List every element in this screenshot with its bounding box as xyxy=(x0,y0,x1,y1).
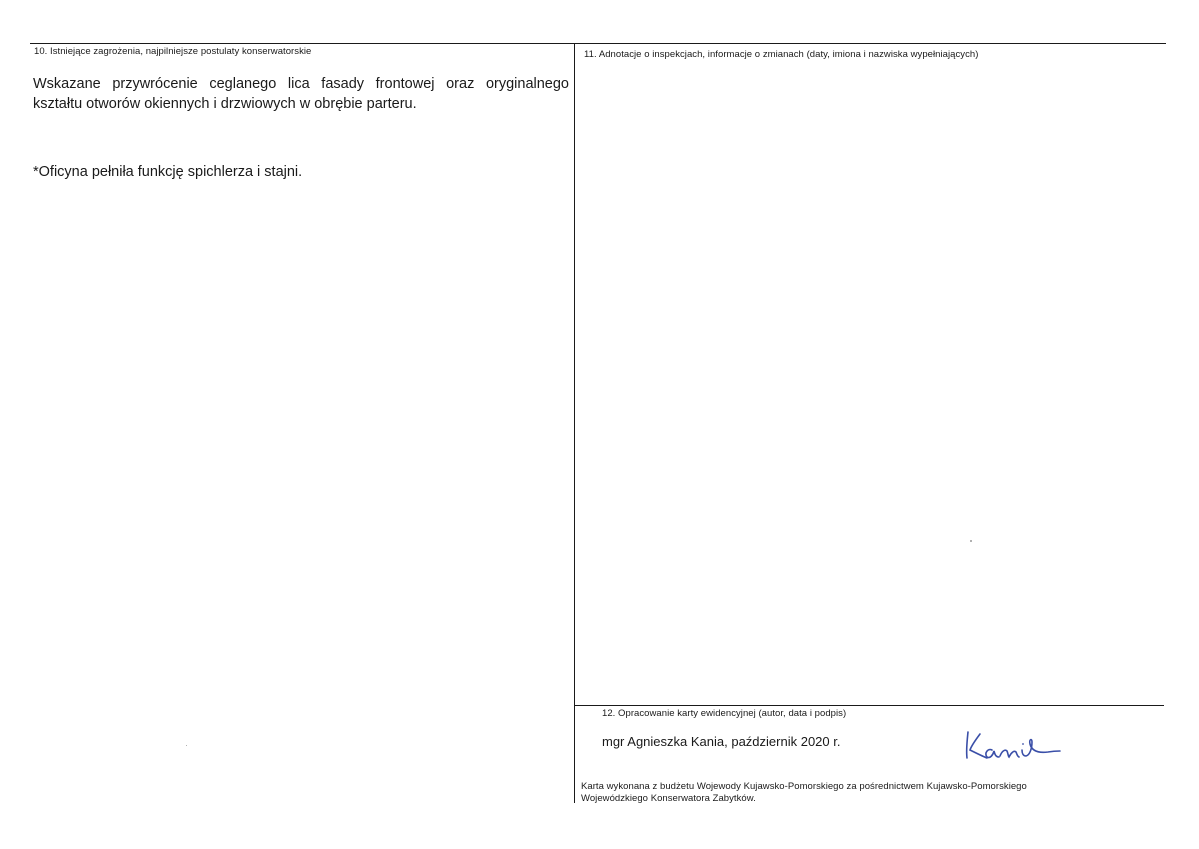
author-signature xyxy=(960,720,1070,765)
column-divider xyxy=(574,43,575,803)
funding-note-line1: Karta wykonana z budżetu Wojewody Kujawsko-Pomorskiego za pośrednictwem Kujawsko-Pomorskiego xyxy=(581,781,1027,792)
section12-heading: 12. Opracowanie karty ewidencyjnej (autor, data i podpis) xyxy=(602,708,847,719)
section11-heading: 11. Adnotacje o inspekcjach, informacje o zmianach (daty, imiona i nazwiska wypełniających) xyxy=(584,49,979,60)
funding-note-line2: Wojewódzkiego Konserwatora Zabytków. xyxy=(581,793,756,804)
section10-paragraph xyxy=(33,74,569,114)
section12-top-line xyxy=(574,705,1164,706)
section12-author: mgr Agnieszka Kania, październik 2020 r. xyxy=(602,734,841,749)
top-border-line xyxy=(30,43,1166,44)
section10-paragraph-line1: Wskazane przywrócenie ceglanego lica fasady frontowej oraz oryginalnego xyxy=(33,76,569,92)
scan-speck xyxy=(186,745,187,746)
section10-paragraph-line2: kształtu otworów okiennych i drzwiowych w obrębie parteru. xyxy=(33,96,417,112)
scan-speck xyxy=(970,540,972,542)
section10-note: *Oficyna pełniła funkcję spichlerza i stajni. xyxy=(33,164,303,180)
section10-heading: 10. Istniejące zagrożenia, najpilniejsze postulaty konserwatorskie xyxy=(34,46,312,57)
